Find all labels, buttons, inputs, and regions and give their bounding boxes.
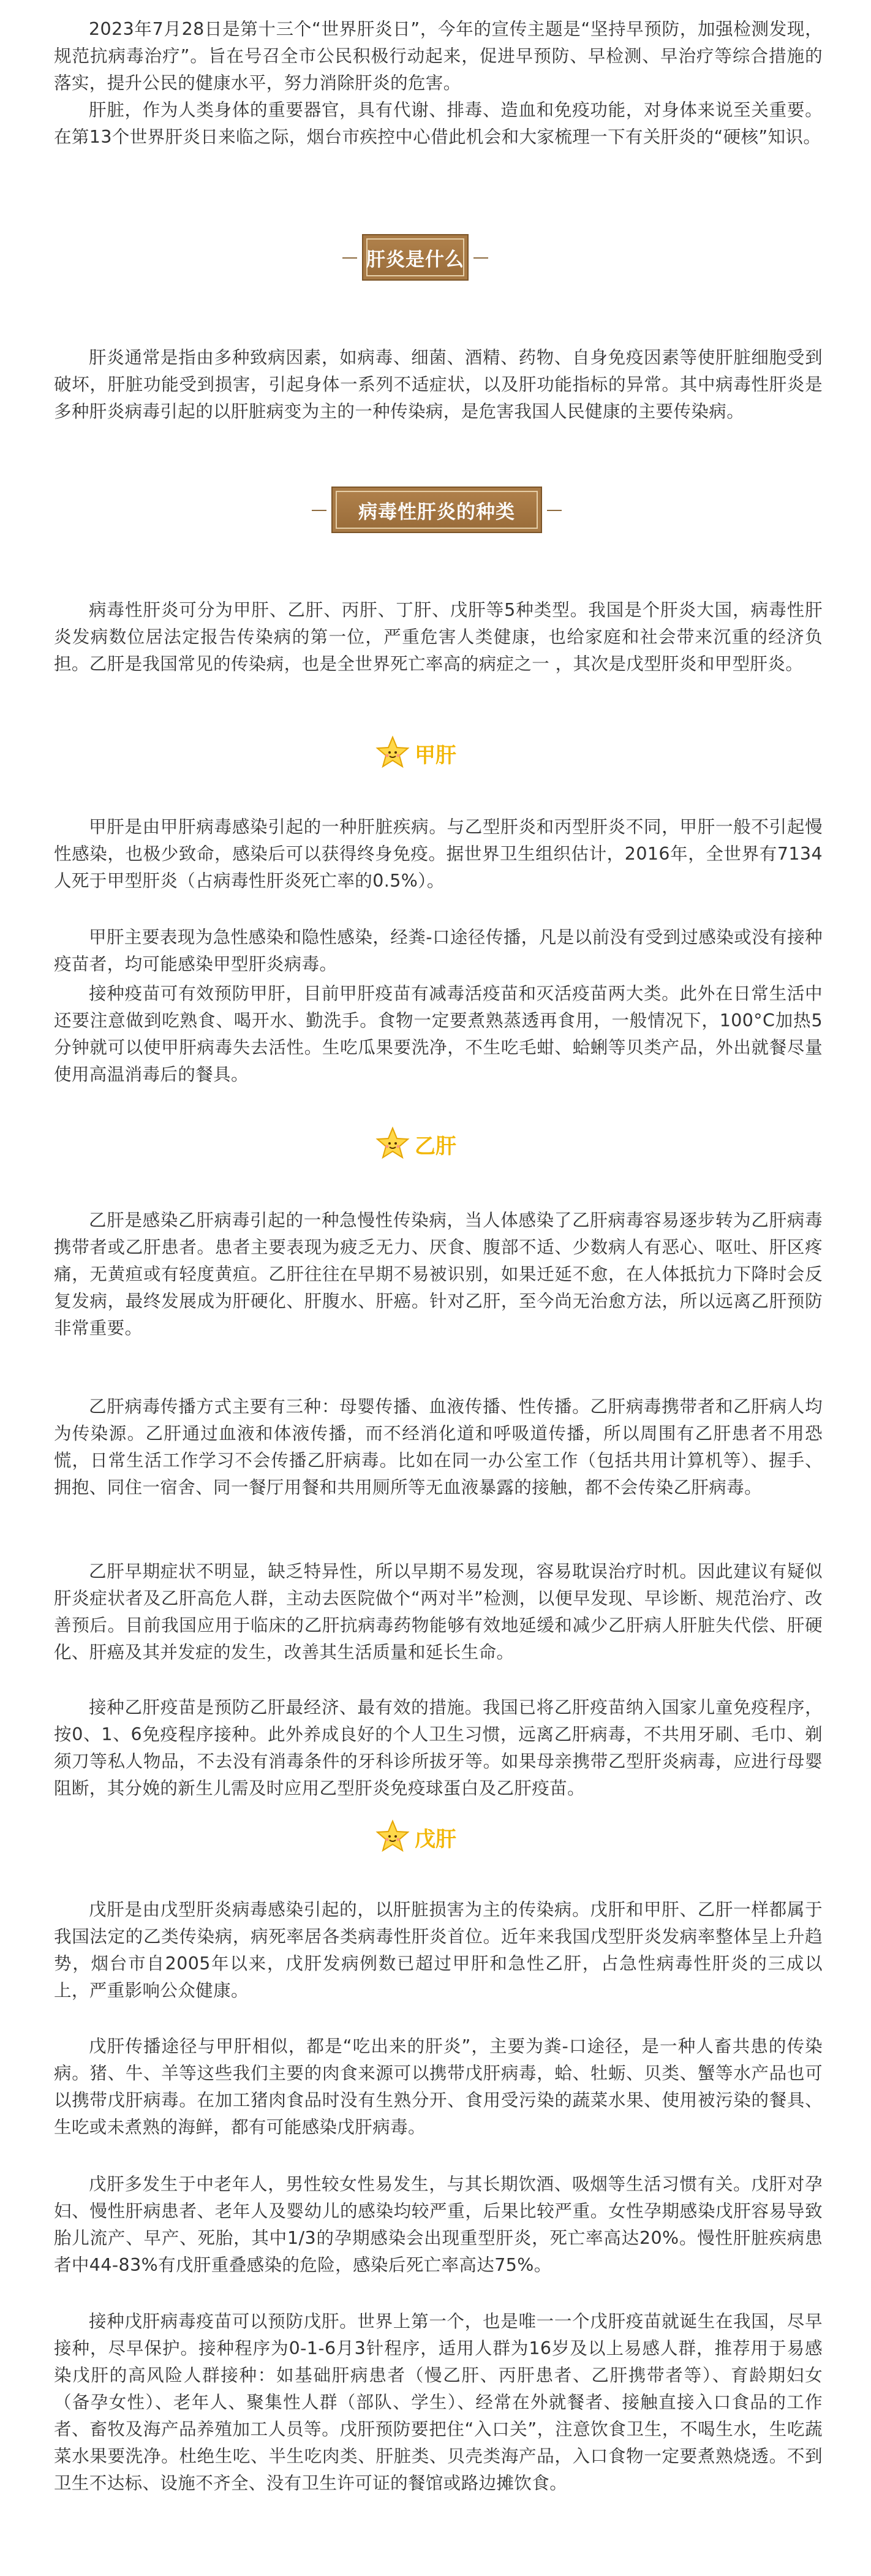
intro-paragraph-2: 肝脏，作为人类身体的重要器官，具有代谢、排毒、造血和免疫功能，对身体来说至关重要。在第13个世界肝炎日来临之际，烟台市疾控中心借此机会和大家梳理一下有关肝炎的“硬核”知识。: [54, 100, 823, 147]
subheading-hepatitis-b: [374, 1124, 456, 1164]
section-title: 肝炎是什么: [366, 248, 464, 271]
hepatitis-e-paragraph-2: 戊肝传播途径与甲肝相似，都是“吃出来的肝炎”，主要为粪-口途径，是一种人畜共患的传染病。猪、牛、羊等这些我们主要的肉食来源可以携带戊肝病毒，蛤、牡蛎、贝类、蟹等水产品也可以携带戊肝病毒。在加工猪肉食品时没有生熟分开、食用受污染的蔬菜水果、使用被污染的餐具、生吃或未煮熟的海鲜，都有可能感染戊肝病毒。: [54, 2036, 823, 2137]
cartoon-star-icon: [374, 735, 411, 771]
subheading-hepatitis-e: [374, 1817, 456, 1857]
hepatitis-b-paragraph-3: 乙肝早期症状不明显，缺乏特异性，所以早期不易发现，容易耽误治疗时机。因此建议有疑似肝炎症状者及乙肝高危人群，主动去医院做个“两对半”检测，以便早发现、早诊断、规范治疗、改善预后。目前我国应用于临床的乙肝抗病毒药物能够有效地延缓和减少乙肝病人肝脏失代偿、肝硬化、肝癌及其并发症的发生，改善其生活质量和延长生命。: [54, 1561, 823, 1662]
cartoon-star-icon: [374, 1819, 411, 1855]
subheading-hepatitis-a: [374, 733, 456, 773]
hepatitis-a-paragraph-2: 甲肝主要表现为急性感染和隐性感染，经粪-口途径传播，凡是以前没有受到过感染或没有接种疫苗者，均可能感染甲型肝炎病毒。: [54, 927, 823, 974]
hepatitis-e-paragraph-4: 接种戊肝病毒疫苗可以预防戊肝。世界上第一个，也是唯一一个戊肝疫苗就诞生在我国，尽早接种，尽早保护。接种程序为0-1-6月3针程序，适用人群为16岁及以上易感人群，推荐用于易感染戊肝的高风险人群接种：如基础肝病患者（慢乙肝、丙肝患者、乙肝携带者等）、育龄期妇女（备孕女性）、老年人、聚集性人群（部队、学生）、经常在外就餐者、接触直接入口食品的工作者、畜牧及海产品养殖加工人员等。戊肝预防要把住“入口关”，注意饮食卫生，不喝生水，生吃蔬菜水果要洗净。杜绝生吃、半生吃肉类、肝脏类、贝壳类海产品，入口食物一定要煮熟烧透。不到卫生不达标、设施不齐全、没有卫生许可证的餐馆或路边摊饮食。: [54, 2311, 823, 2493]
cartoon-star-icon: [374, 1126, 411, 1162]
section-banner-hepatitis-types: [331, 487, 542, 533]
hepatitis-b-paragraph-1: 乙肝是感染乙肝病毒引起的一种急慢性传染病，当人体感染了乙肝病毒容易逐步转为乙肝病毒携带者或乙肝患者。患者主要表现为疲乏无力、厌食、腹部不适、少数病人有恶心、呕吐、肝区疼痛，无黄疸或有轻度黄疸。乙肝往往在早期不易被识别，如果迁延不愈，在人体抵抗力下降时会反复发病，最终发展成为肝硬化、肝腹水、肝癌。针对乙肝，至今尚无治愈方法，所以远离乙肝预防非常重要。: [54, 1210, 823, 1338]
hepatitis-types-paragraph: 病毒性肝炎可分为甲肝、乙肝、丙肝、丁肝、戊肝等5种类型。我国是个肝炎大国，病毒性肝炎发病数位居法定报告传染病的第一位，严重危害人类健康，也给家庭和社会带来沉重的经济负担。乙肝是我国常见的传染病，也是全世界死亡率高的病症之一 ，其次是戊型肝炎和甲型肝炎。: [54, 600, 823, 674]
hepatitis-e-paragraph-3: 戊肝多发生于中老年人，男性较女性易发生，与其长期饮酒、吸烟等生活习惯有关。戊肝对孕妇、慢性肝病患者、老年人及婴幼儿的感染均较严重，后果比较严重。女性孕期感染戊肝容易导致胎儿流产、早产、死胎，其中1/3的孕期感染会出现重型肝炎，死亡率高达20%。慢性肝脏疾病患者中44-83%有戊肝重叠感染的危险，感染后死亡率高达75%。: [54, 2174, 823, 2275]
subheading-text: 甲肝: [415, 743, 456, 768]
subheading-text: 戊肝: [415, 1827, 456, 1852]
section-title: 病毒性肝炎的种类: [358, 501, 515, 523]
hepatitis-b-paragraph-2: 乙肝病毒传播方式主要有三种：母婴传播、血液传播、性传播。乙肝病毒携带者和乙肝病人均为传染源。乙肝通过血液和体液传播，而不经消化道和呼吸道传播，所以周围有乙肝患者不用恐慌，日常生活工作学习不会传播乙肝病毒。比如在同一办公室工作（包括共用计算机等）、握手、拥抱、同住一宿舍、同一餐厅用餐和共用厕所等无血液暴露的接触，都不会传染乙肝病毒。: [54, 1396, 823, 1498]
intro-paragraph-1: 2023年7月28日是第十三个“世界肝炎日”，今年的宣传主题是“坚持早预防，加强检测发现，规范抗病毒治疗”。旨在号召全市公民积极行动起来，促进早预防、早检测、早治疗等综合措施的落实，提升公民的健康水平，努力消除肝炎的危害。: [54, 19, 823, 93]
hepatitis-e-paragraph-1: 戊肝是由戊型肝炎病毒感染引起的，以肝脏损害为主的传染病。戊肝和甲肝、乙肝一样都属于我国法定的乙类传染病，病死率居各类病毒性肝炎首位。近年来我国戊型肝炎发病率整体呈上升趋势，烟台市自2005年以来，戊肝发病例数已超过甲肝和急性乙肝，占急性病毒性肝炎的三成以上，严重影响公众健康。: [54, 1900, 823, 2001]
hepatitis-b-paragraph-4: 接种乙肝疫苗是预防乙肝最经济、最有效的措施。我国已将乙肝疫苗纳入国家儿童免疫程序，按0、1、6免疫程序接种。此外养成良好的个人卫生习惯，远离乙肝病毒，不共用牙刷、毛巾、剃须刀等私人物品，不去没有消毒条件的牙科诊所拔牙等。如果母亲携带乙型肝炎病毒，应进行母婴阻断，其分娩的新生儿需及时应用乙型肝炎免疫球蛋白及乙肝疫苗。: [54, 1697, 823, 1798]
section-banner-what-is-hepatitis: [362, 234, 469, 281]
subheading-text: 乙肝: [415, 1134, 456, 1159]
hepatitis-a-paragraph-1: 甲肝是由甲肝病毒感染引起的一种肝脏疾病。与乙型肝炎和丙型肝炎不同，甲肝一般不引起慢性感染，也极少致命，感染后可以获得终身免疫。据世界卫生组织估计，2016年，全世界有7134人死于甲型肝炎（占病毒性肝炎死亡率的0.5%）。: [54, 817, 823, 891]
hepatitis-a-paragraph-3: 接种疫苗可有效预防甲肝，目前甲肝疫苗有减毒活疫苗和灭活疫苗两大类。此外在日常生活中还要注意做到吃熟食、喝开水、勤洗手。食物一定要煮熟蒸透再食用，一般情况下，100°C加热5分钟就可以使甲肝病毒失去活性。生吃瓜果要洗净，不生吃毛蚶、蛤蜊等贝类产品，外出就餐尽量使用高温消毒后的餐具。: [54, 983, 823, 1085]
what-is-hepatitis-paragraph: 肝炎通常是指由多种致病因素，如病毒、细菌、酒精、药物、自身免疫因素等使肝脏细胞受到破坏，肝脏功能受到损害，引起身体一系列不适症状，以及肝功能指标的异常。其中病毒性肝炎是多种肝炎病毒引起的以肝脏病变为主的一种传染病，是危害我国人民健康的主要传染病。: [54, 347, 823, 422]
